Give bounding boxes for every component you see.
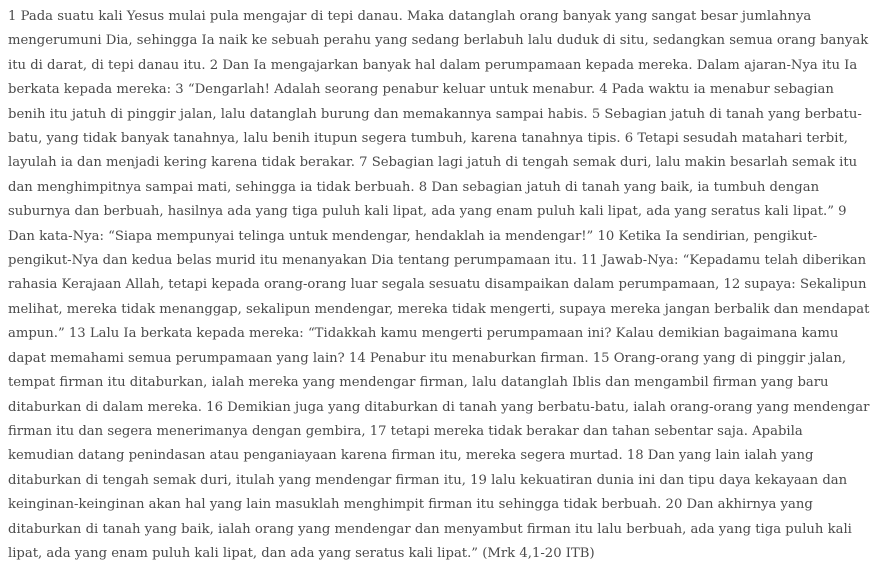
passage-text: 1 Pada suatu kali Yesus mulai pula mengajar di tepi danau. Maka datanglah orang banyak yang sangat besar jumlahnya mengerumuni Dia, sehingga Ia naik ke sebuah perahu yang sedang berlabuh lalu duduk di situ, sedangkan semua orang banyak itu di darat, di tepi danau itu. 2 Dan Ia mengajarkan banyak hal dalam perumpamaan kepada mereka. Dalam ajaran-Nya itu Ia berkata kepada mereka: 3 “Dengarlah! Adalah seorang penabur keluar untuk menabur. 4 Pada waktu ia menabur sebagian benih itu jatuh di pinggir jalan, lalu datanglah burung dan memakannya sampai habis. 5 Sebagian jatuh di tanah yang berbatu-batu, yang tidak banyak tanahnya, lalu benih itupun segera tumbuh, karena tanahnya tipis. 6 Tetapi sesudah matahari terbit, layulah ia dan menjadi kering karena tidak berakar. 7 Sebagian lagi jatuh di tengah semak duri, lalu makin besarlah semak itu dan menghimpitnya sampai mati, sehingga ia tidak berbuah. 8 Dan sebagian jatuh di tanah yang baik, ia tumbuh dengan suburnya dan berbuah, hasilnya ada yang tiga puluh kali lipat, ada yang enam puluh kali lipat, ada yang seratus kali lipat.” 9 Dan kata-Nya: “Siapa mempunyai telinga untuk mendengar, hendaklah ia mendengar!” 10 Ketika Ia sendirian, pengikut-pengikut-Nya dan kedua belas murid itu menanyakan Dia tentang perumpamaan itu. 11 Jawab-Nya: “Kepadamu telah diberikan rahasia Kerajaan Allah, tetapi kepada orang-orang luar segala sesuatu disampaikan dalam perumpamaan, 12 supaya: Sekalipun melihat, mereka tidak menanggap, sekalipun mendengar, mereka tidak mengerti, supaya mereka jangan berbalik dan mendapat ampun.” 13 Lalu Ia berkata kepada mereka: “Tidakkah kamu mengerti perumpamaan ini? Kalau demikian bagaimana kamu dapat memahami semua perumpamaan yang lain? 14 Penabur itu menaburkan firman. 15 Orang-orang yang di pinggir jalan, tempat firman itu ditaburkan, ialah mereka yang mendengar firman, lalu datanglah Iblis dan mengambil firman yang baru ditaburkan di dalam mereka. 16 Demikian juga yang ditaburkan di tanah yang berbatu-batu, ialah orang-orang yang mendengar firman itu dan segera menerimanya dengan gembira, 17 tetapi mereka tidak berakar dan tahan sebentar saja. Apabila kemudian datang penindasan atau penganiayaan karena firman itu, mereka segera murtad. 18 Dan yang lain ialah yang ditaburkan di tengah semak duri, itulah yang mendengar firman itu, 19 lalu kekuatiran dunia ini dan tipu daya kekayaan dan keinginan-keinginan akan hal yang lain masuklah menghimpit firman itu sehingga tidak berbuah. 20 Dan akhirnya yang ditaburkan di tanah yang baik, ialah orang yang mendengar dan menyambut firman itu lalu berbuah, ada yang tiga puluh kali lipat, ada yang enam puluh kali lipat, dan ada yang seratus kali lipat.” (Mrk 4,1-20 ITB): [8, 9, 870, 561]
